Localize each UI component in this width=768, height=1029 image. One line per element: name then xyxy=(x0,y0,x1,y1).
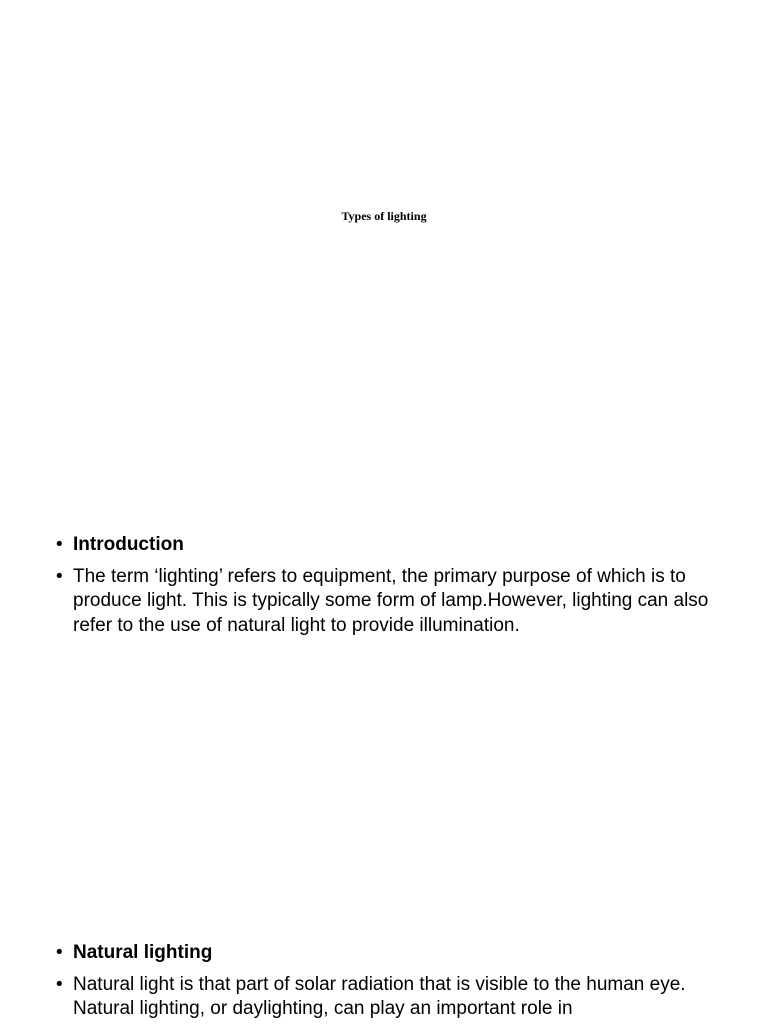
section-heading-natural-lighting: Natural lighting xyxy=(73,942,213,963)
bullet-item xyxy=(56,533,736,558)
bullet-item xyxy=(56,565,736,639)
section-natural-lighting xyxy=(56,941,736,1029)
bullet-glyph: • xyxy=(56,973,63,995)
page-title: Types of lighting xyxy=(341,209,427,223)
paragraph-natural-lighting: Natural light is that part of solar radiation that is visible to the human eye. Natural lighting, or daylighting, can play an important role in xyxy=(73,973,686,1019)
paragraph-introduction: The term ‘lighting’ refers to equipment, the primary purpose of which is to produce light. This is typically some form of lamp.However, lighting can also refer to the use of natural light to provide illumination. xyxy=(73,565,709,636)
bullet-glyph: • xyxy=(56,565,63,587)
bullet-glyph: • xyxy=(56,534,63,555)
bullet-item xyxy=(56,941,736,966)
section-introduction xyxy=(56,533,736,645)
section-heading-introduction: Introduction xyxy=(73,534,184,555)
bullet-glyph: • xyxy=(56,942,63,963)
bullet-item xyxy=(56,973,736,1022)
